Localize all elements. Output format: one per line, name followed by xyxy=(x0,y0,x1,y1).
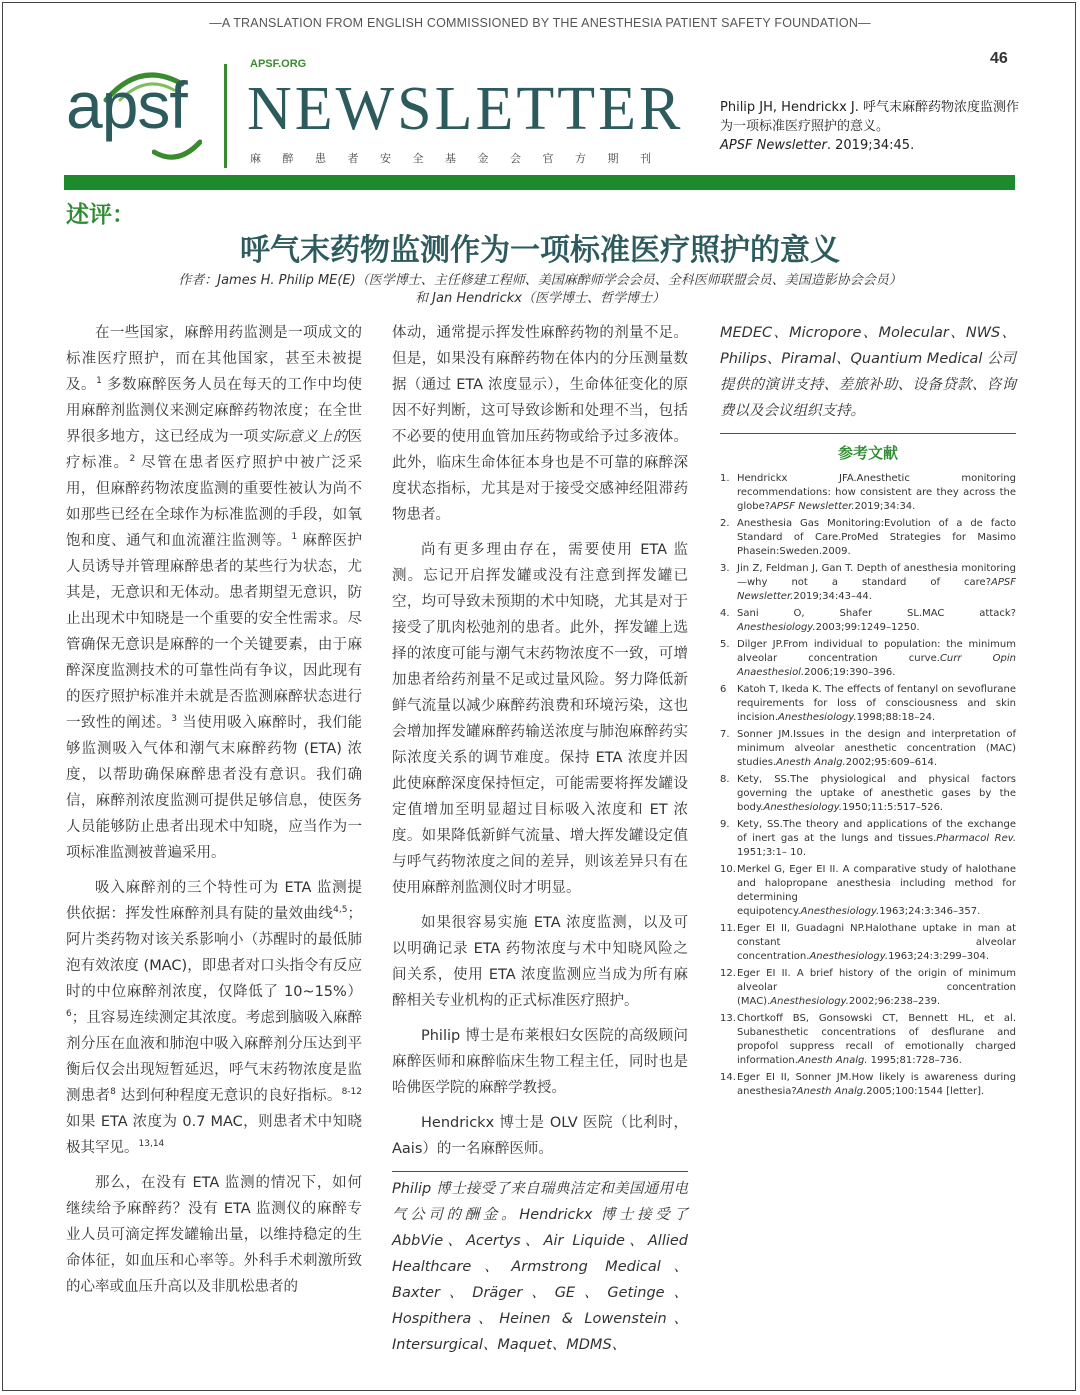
logo-wordmark: apsf xyxy=(66,68,187,142)
citation xyxy=(720,98,1020,155)
masthead-title: NEWSLETTER xyxy=(247,75,684,143)
references-list xyxy=(720,472,1016,1099)
reference-item: 1. Hendrickx JFA.Anesthetic monitoring recommendations: how consistent are they across the globe?APSF Newsletter.2019;34:34. xyxy=(720,473,1016,512)
reference-item: 11. Eger EI II, Guadagni NP.Halothane uptake in man at constant alveolar concentration.Anesthesiology.1963;24:3:299–304. xyxy=(720,923,1016,962)
article-title: 呼气末药物监测作为一项标准医疗照护的意义 xyxy=(240,233,840,268)
translation-banner: —A TRANSLATION FROM ENGLISH COMMISSIONED BY THE ANESTHESIA PATIENT SAFETY FOUNDATION— xyxy=(209,16,871,30)
reference-item: 4. Sani O, Shafer SL.MAC attack?Anesthesiology.2003;99:1249–1250. xyxy=(720,608,1016,633)
references-heading: 参考文献 xyxy=(837,444,898,462)
header-divider xyxy=(224,64,227,168)
reference-item: 6 Katoh T, Ikeda K. The effects of fentanyl on sevoflurane requirements for loss of consciousness and skin incision.Anesthesiology.1998;88:18–24. xyxy=(720,684,1016,723)
reference-item: 8. Kety, SS.The physiological and physical factors governing the uptake of anesthetic gases by the body.Anesthesiology.1950;11:5:517–526. xyxy=(720,774,1016,813)
reference-item: 2. Anesthesia Gas Monitoring:Evolution of a de facto Standard of Care.ProMed Strategies for Masimo Phasein:Sweden.2009. xyxy=(720,518,1016,557)
page-number: 46 xyxy=(990,50,1008,67)
column-1 xyxy=(66,320,362,1309)
paragraph: 如果很容易实施 ETA 浓度监测，以及可以明确记录 ETA 药物浓度与术中知晓风险之间关系，使用 ETA 浓度监测应当成为所有麻醉相关专业机构的正式标准医疗照护。 xyxy=(392,915,688,1009)
logo-arc-bottom-icon xyxy=(152,134,202,164)
citation-text: Philip JH, Hendrickx J. 呼气末麻醉药物浓度监测作为一项标准医疗照护的意义。 xyxy=(720,100,1019,134)
author-bio: Hendrickx 博士是 OLV 医院（比利时，Aais）的一名麻醉医师。 xyxy=(392,1115,688,1157)
reference-item: 9. Kety, SS.The theory and applications of the exchange of inert gas at the lungs and tissues.Pharmacol Rev. 1951;3:1– 10. xyxy=(720,819,1016,858)
byline xyxy=(0,272,1080,308)
disclosure: Philip 博士接受了来自瑞典洁定和美国通用电气公司的酬金。Hendrickx 博士接受了 AbbVie、Acertys、Air Liquide、Allied Healthcare、Armstrong Medical、Baxter、Dräger、GE、Getinge、Hospithera、Heinen & Lowenstein、Intersurgical、Maquet、MDMS、 xyxy=(392,1171,688,1358)
byline-line-1: 作者：James H. Philip ME(E)（医学博士、主任修建工程师、美国麻醉师学会会员、全科医师联盟会员、美国造影协会会员） xyxy=(178,273,902,288)
reference-item: 12. Eger EI II. A brief history of the origin of minimum alveolar concentration (MAC).Anesthesiology.2002;96:238–239. xyxy=(720,968,1016,1007)
reference-item: 10. Merkel G, Eger EI II. A comparative study of halothane and halopropane anesthesia including method for determining equipotency.Anesthesiology.1963;24:3:346–357. xyxy=(720,864,1016,917)
byline-line-2: 和 Jan Hendrickx（医学博士、哲学博士） xyxy=(415,291,665,306)
paragraph: 那么，在没有 ETA 监测的情况下，如何继续给予麻醉药？没有 ETA 监测仪的麻醉专业人员可滴定挥发罐输出量，以维持稳定的生命体征，如血压和心率等。外科手术刺激所致的心率或血压升高以及非肌松患者的 xyxy=(66,1175,362,1295)
references-rule xyxy=(720,433,1016,434)
masthead-subtitle: 麻醉患者安全基金会官方期刊 xyxy=(250,152,673,165)
reference-item: 5. Dilger JP.From individual to population: the minimum alveolar concentration curve.Curr Opin Anaesthesiol.2006;19:390–396. xyxy=(720,639,1016,678)
reference-item: 13. Chortkoff BS, Gonsowski CT, Bennett HL, et al. Subanesthetic concentrations of desflurane and propofol suppress recall of emotionally charged information.Anesth Analg. 1995;81:728–736. xyxy=(720,1013,1016,1066)
citation-details: . 2019;34:45. xyxy=(826,138,915,153)
section-label: 述评： xyxy=(66,202,135,228)
reference-item: 14. Eger EI II, Sonner JM.How likely is awareness during anesthesia?Anesth Analg.2005;100:1544 [letter]. xyxy=(720,1072,1016,1097)
author-bio: Philip 博士是布莱根妇女医院的高级顾问麻醉医师和麻醉临床生物工程主任，同时也是哈佛医学院的麻醉学教授。 xyxy=(392,1028,688,1096)
disclosure-continued: MEDEC、Micropore、Molecular、NWS、Philips、Piramal、Quantium Medical 公司提供的演讲支持、差旅补助、设备贷款、咨询费以及会议组织支持。 xyxy=(720,325,1016,419)
paragraph: 在一些国家，麻醉用药监测是一项成文的标准医疗照护，而在其他国家，甚至未被提及。$^1$ 多数麻醉医务人员在每天的工作中均使用麻醉剂监测仪来测定麻醉药物浓度；在全世界很多地方，这已经成为一项实际意义上的医疗标准。$^2$ 尽管在患者医疗照护中被广泛采用，但麻醉药物浓度监测的重要性被认为尚不如那些已经在全球作为标准监测的手段，如氧饱和度、通气和血流灌注监测等。$^1$ 麻醉医护人员诱导并管理麻醉患者的某些行为状态，尤其是，无意识和无体动。患者期望无意识，防止出现术中知晓是一个重要的安全性需求。尽管确保无意识是麻醉的一个关键要素，由于麻醉深度监测技术的可靠性尚有争议，因此现有的医疗照护标准并未就是否监测麻醉状态进行一致性的阐述。$^3$ 当使用吸入麻醉时，我们能够监测吸入气体和潮气末麻醉药物 (ETA) 浓度，以帮助确保麻醉患者没有意识。我们确信，麻醉剂浓度监测可提供足够信息，使医务人员能够防止患者出现术中知晓，应当作为一项标准监测被普遍采用。 xyxy=(66,325,363,861)
reference-item: 3. Jin Z, Feldman J, Gan T. Depth of anesthesia monitoring—why not a standard of care?APSF Newsletter.2019;34:43–44. xyxy=(720,563,1016,602)
reference-item: 7. Sonner JM.Issues in the design and interpretation of minimum alveolar anesthetic concentration (MAC) studies.Anesth Analg.2002;95:609–614. xyxy=(720,729,1016,768)
site-url[interactable]: APSF.ORG xyxy=(250,58,307,70)
header-green-bar xyxy=(64,175,1015,190)
column-3 xyxy=(720,320,1016,1102)
column-2 xyxy=(392,320,688,1367)
citation-journal: APSF Newsletter xyxy=(720,138,827,153)
paragraph: 尚有更多理由存在，需要使用 ETA 监测。忘记开启挥发罐或没有注意到挥发罐已空，均可导致未预期的术中知晓，尤其是对于接受了肌肉松弛剂的患者。此外，挥发罐上选择的浓度可能与潮气末药物浓度不一致，可增加患者给药剂量不足或过量风险。努力降低新鲜气流量以减少麻醉药浪费和环境污染，这也会增加挥发罐麻醉药输送浓度与肺泡麻醉药实际浓度关系的调节难度。保持 ETA 浓度并因此使麻醉深度保持恒定，可能需要将挥发罐设定值增加至明显超过目标吸入浓度和 ET 浓度。如果降低新鲜气流量、增大挥发罐设定值与呼气药物浓度之间的差异，则该差异只有在使用麻醉剂监测仪时才明显。 xyxy=(392,542,688,896)
paragraph: 体动，通常提示挥发性麻醉药物的剂量不足。但是，如果没有麻醉药物在体内的分压测量数据（通过 ETA 浓度显示），生命体征变化的原因不好判断，这可导致诊断和处理不当，包括不必要的使用血管加压药物或给予过多液体。此外，临床生命体征本身也是不可靠的麻醉深度状态指标，尤其是对于接受交感神经阻滞药物患者。 xyxy=(392,325,688,523)
apsf-logo[interactable] xyxy=(66,64,206,168)
paragraph: 吸入麻醉剂的三个特性可为 ETA 监测提供依据：挥发性麻醉剂具有陡的量效曲线$^{4,5}$；阿片类药物对该关系影响小（苏醒时的最低肺泡有效浓度 (MAC)，即患者对口头指令有反应时的中位麻醉剂浓度，仅降低了 10~15%）$^6$；且容易连续测定其浓度。考虑到脑吸入麻醉剂分压在血液和肺泡中吸入麻醉剂分压达到平衡后仅会出现短暂延迟，呼气末药物浓度是监测患者$^8$ 达到何种程度无意识的良好指标。$^{8-12}$ 如果 ETA 浓度为 0.7 MAC，则患者术中知晓极其罕见。$^{13,14}$ xyxy=(66,880,363,1156)
